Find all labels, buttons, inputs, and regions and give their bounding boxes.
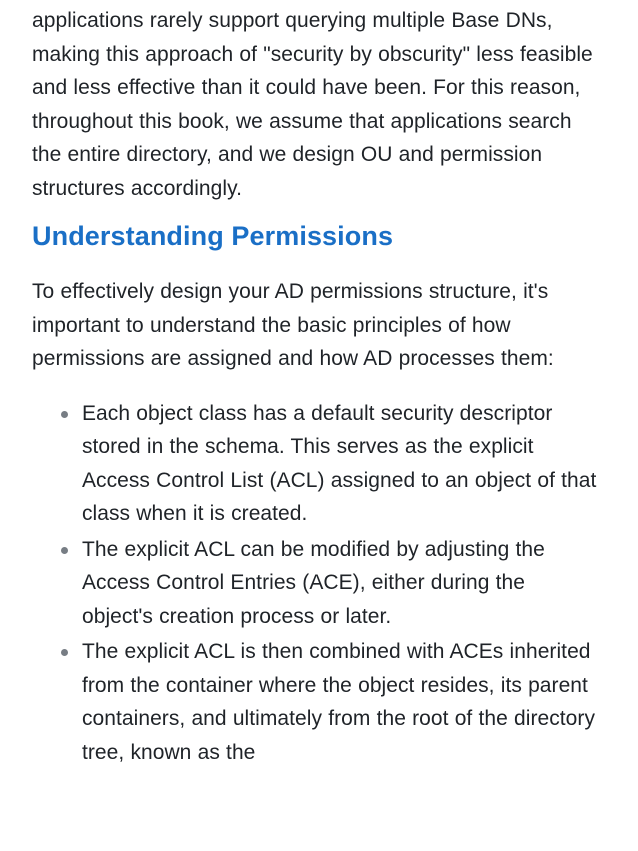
bullet-icon	[61, 547, 68, 554]
list-item-text: The explicit ACL is then combined with ACEs inherited from the container where the object resides, its parent containers, and ultimately from the root of the directory tree, known as the	[82, 640, 595, 764]
bullet-icon	[61, 411, 68, 418]
list-item	[82, 397, 602, 531]
list-item-text: Each object class has a default security descriptor stored in the schema. This serves as the explicit Access Control List (ACL) assigned to an object of that class when it is created.	[82, 401, 597, 525]
list-item	[82, 533, 602, 634]
bullet-icon	[61, 649, 68, 656]
intro-paragraph: To effectively design your AD permissions structure, it's important to understand the basic principles of how permissions are assigned and how AD processes them:	[32, 280, 554, 370]
permission-principles-list	[32, 397, 602, 770]
list-item-text: The explicit ACL can be modified by adjusting the Access Control Entries (ACE), either during the object's creation process or later.	[82, 537, 545, 628]
document-content	[32, 0, 602, 771]
section-heading: Understanding Permissions	[32, 221, 394, 251]
list-item	[82, 635, 602, 769]
opening-paragraph: applications rarely support querying multiple Base DNs, making this approach of "security by obscurity" less feasible and less effective than it could have been. For this reason, throughout this book, we assume that applications search the entire directory, and we design OU and permission structures accordingly.	[32, 9, 593, 200]
